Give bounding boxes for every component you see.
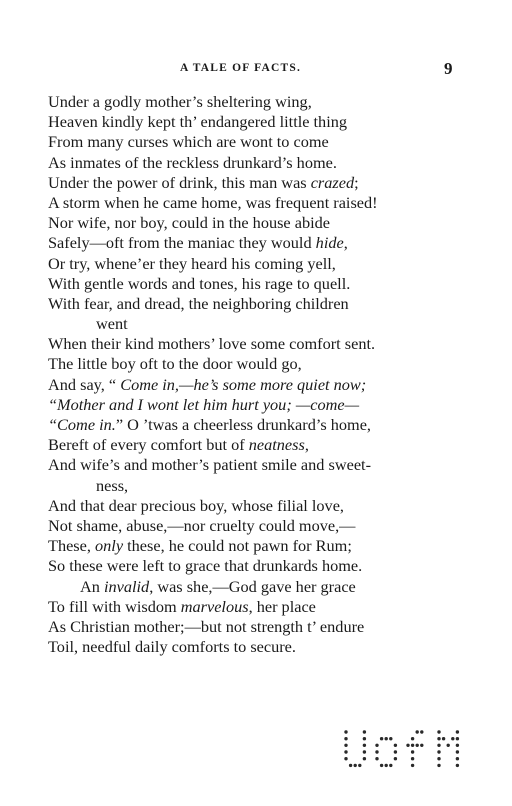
poem-line (48, 617, 468, 637)
page-header (0, 59, 512, 82)
line-text: And say, “ (48, 374, 121, 394)
italic-text: “Come in. (48, 415, 116, 434)
poem-line (48, 233, 468, 253)
italic-text: only (95, 536, 124, 556)
poem-line (48, 597, 468, 617)
library-perforation-stamp (342, 724, 466, 778)
line-text: A storm when he came home, was frequent raised! (48, 192, 378, 212)
line-text: From many curses which are wont to come (48, 132, 329, 152)
line-text: , (343, 233, 348, 253)
line-text: Heaven kindly kept th’ endangered little thing (48, 112, 348, 132)
line-text: , her place (248, 596, 316, 616)
line-text: ; (354, 172, 359, 192)
line-text: Toil, needful daily comforts to secure. (48, 637, 296, 657)
line-text: Under the power of drink, this man was (48, 172, 311, 192)
line-text: As Christian mother;—but not strength t’ endure (48, 616, 365, 636)
italic-text: crazed (310, 172, 355, 192)
poem-line (48, 455, 468, 475)
poem-line (48, 274, 468, 294)
italic-text: Come in,—he’s some more quiet now; (120, 374, 367, 394)
line-text: And that dear precious boy, whose filial love, (48, 495, 344, 515)
poem-line (48, 354, 468, 374)
poem-line (48, 92, 468, 112)
poem-line (48, 637, 468, 657)
line-text: When their kind mothers’ love some comfort sent. (48, 334, 376, 354)
line-text: Or try, whene’er they heard his coming yell, (48, 253, 336, 273)
line-text: Safely—oft from the maniac they would (48, 233, 316, 253)
poem-line (48, 173, 468, 193)
poem-line (48, 516, 468, 536)
line-text: , (304, 435, 309, 455)
line-text: Nor wife, nor boy, could in the house abide (48, 213, 330, 233)
line-text: So these were left to grace that drunkards home. (48, 556, 363, 576)
line-text: With gentle words and tones, his rage to quell. (48, 273, 351, 293)
poem-line (48, 395, 468, 415)
italic-text: neatness (248, 435, 305, 455)
poem-line (48, 193, 468, 213)
line-text: With fear, and dread, the neighboring children (48, 293, 349, 313)
running-title: A TALE OF FACTS. (180, 62, 302, 74)
poem-line (48, 153, 468, 173)
italic-text: “Mother and I wont let him hurt you; —come— (48, 394, 360, 414)
poem-line (48, 132, 468, 152)
italic-text: hide (315, 233, 344, 253)
poem-line (48, 314, 468, 334)
page-number: 9 (444, 59, 453, 78)
poem-line (48, 334, 468, 354)
line-text: Under a godly mother’s sheltering wing, (48, 92, 312, 111)
poem-line (48, 254, 468, 274)
poem-line (48, 577, 468, 597)
poem-line (48, 496, 468, 516)
poem-line (48, 556, 468, 576)
line-text: went (96, 314, 128, 334)
line-text: An (80, 576, 104, 596)
line-text: , was she,—God gave her grace (149, 576, 356, 596)
line-text: ness, (96, 475, 129, 495)
poem-line (48, 415, 468, 435)
poem-line (48, 213, 468, 233)
line-text: As inmates of the reckless drunkard’s home. (48, 152, 337, 172)
line-text: ” O ’twas a cheerless drunkard’s home, (115, 415, 372, 434)
line-text: To fill with wisdom (48, 596, 181, 616)
poem-line (48, 375, 468, 395)
poem-line (48, 112, 468, 132)
line-text: These, (48, 536, 96, 556)
poem-line (48, 536, 468, 556)
line-text: And wife’s and mother’s patient smile and sweet- (48, 455, 371, 475)
poem-line (48, 435, 468, 455)
italic-text: invalid (103, 576, 150, 596)
poem-line (48, 294, 468, 314)
line-text: Not shame, abuse,—nor cruelty could move,— (48, 515, 356, 535)
line-text: The little boy oft to the door would go, (48, 354, 302, 374)
line-text: Bereft of every comfort but of (48, 435, 249, 455)
italic-text: marvelous (180, 596, 249, 616)
poem-body (48, 92, 468, 657)
poem-line (48, 476, 468, 496)
line-text: these, he could not pawn for Rum; (123, 536, 352, 556)
